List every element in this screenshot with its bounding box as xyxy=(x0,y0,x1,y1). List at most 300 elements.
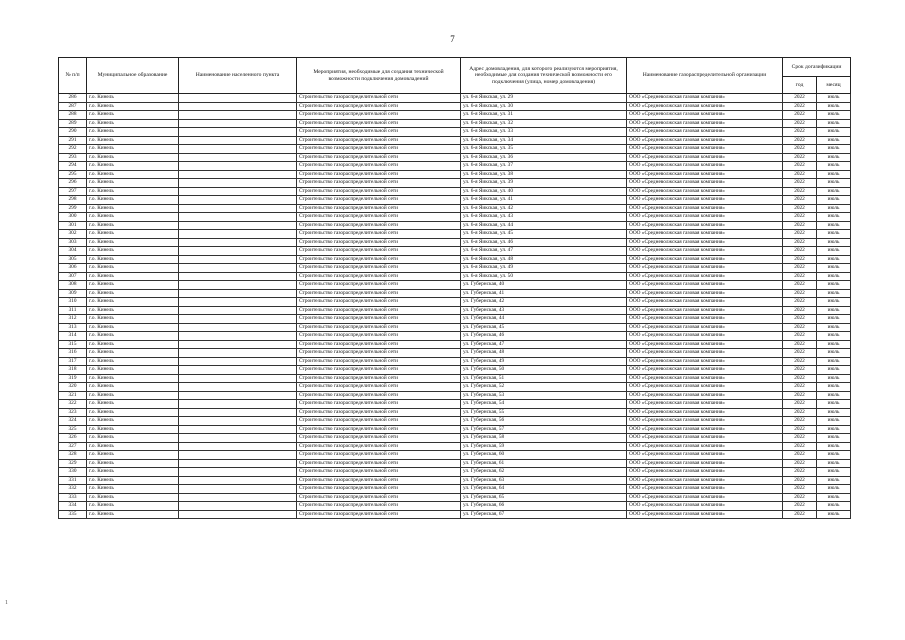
row-municipality: г.о. Кинель xyxy=(87,493,179,502)
row-year: 2022 xyxy=(783,357,817,366)
row-measure: Строительство газораспределительной сети xyxy=(297,179,461,188)
row-org: ООО «Средневолжская газовая компания» xyxy=(627,145,783,154)
row-measure: Строительство газораспределительной сети xyxy=(297,383,461,392)
row-address: ул. Губернская, 40 xyxy=(461,281,627,290)
row-municipality: г.о. Кинель xyxy=(87,272,179,281)
row-measure: Строительство газораспределительной сети xyxy=(297,417,461,426)
row-settlement xyxy=(179,247,297,256)
row-address: ул. Губернская, 60 xyxy=(461,451,627,460)
row-address: ул. Губернская, 59 xyxy=(461,442,627,451)
row-settlement xyxy=(179,102,297,111)
row-municipality: г.о. Кинель xyxy=(87,374,179,383)
col-header-term: Срок догазификации xyxy=(783,58,851,77)
row-measure: Строительство газораспределительной сети xyxy=(297,298,461,307)
row-address: ул. Губернская, 53 xyxy=(461,391,627,400)
row-year: 2022 xyxy=(783,332,817,341)
row-org: ООО «Средневолжская газовая компания» xyxy=(627,476,783,485)
row-org: ООО «Средневолжская газовая компания» xyxy=(627,119,783,128)
row-month: июль xyxy=(817,153,851,162)
row-org: ООО «Средневолжская газовая компания» xyxy=(627,102,783,111)
row-org: ООО «Средневолжская газовая компания» xyxy=(627,230,783,239)
row-municipality: г.о. Кинель xyxy=(87,298,179,307)
row-settlement xyxy=(179,408,297,417)
row-municipality: г.о. Кинель xyxy=(87,459,179,468)
row-month: июль xyxy=(817,374,851,383)
row-number: 315 xyxy=(59,340,87,349)
col-header-month: месяц xyxy=(817,77,851,94)
table-row xyxy=(59,400,851,409)
row-month: июль xyxy=(817,94,851,103)
row-month: июль xyxy=(817,247,851,256)
row-measure: Строительство газораспределительной сети xyxy=(297,485,461,494)
row-number: 316 xyxy=(59,349,87,358)
row-year: 2022 xyxy=(783,281,817,290)
row-municipality: г.о. Кинель xyxy=(87,468,179,477)
row-month: июль xyxy=(817,323,851,332)
row-year: 2022 xyxy=(783,391,817,400)
row-settlement xyxy=(179,213,297,222)
row-org: ООО «Средневолжская газовая компания» xyxy=(627,493,783,502)
row-org: ООО «Средневолжская газовая компания» xyxy=(627,153,783,162)
row-settlement xyxy=(179,391,297,400)
row-org: ООО «Средневолжская газовая компания» xyxy=(627,179,783,188)
table-row xyxy=(59,340,851,349)
row-settlement xyxy=(179,417,297,426)
row-number: 313 xyxy=(59,323,87,332)
row-settlement xyxy=(179,476,297,485)
table-row xyxy=(59,204,851,213)
row-month: июль xyxy=(817,272,851,281)
row-measure: Строительство газораспределительной сети xyxy=(297,459,461,468)
row-month: июль xyxy=(817,391,851,400)
row-address: ул. 6-я Яикская, ул. 33 xyxy=(461,128,627,137)
row-number: 319 xyxy=(59,374,87,383)
row-month: июль xyxy=(817,170,851,179)
row-municipality: г.о. Кинель xyxy=(87,332,179,341)
row-measure: Строительство газораспределительной сети xyxy=(297,204,461,213)
row-org: ООО «Средневолжская газовая компания» xyxy=(627,306,783,315)
row-measure: Строительство газораспределительной сети xyxy=(297,400,461,409)
row-year: 2022 xyxy=(783,119,817,128)
row-month: июль xyxy=(817,493,851,502)
row-org: ООО «Средневолжская газовая компания» xyxy=(627,128,783,137)
row-number: 292 xyxy=(59,145,87,154)
row-number: 304 xyxy=(59,247,87,256)
row-address: ул. Губернская, 56 xyxy=(461,417,627,426)
row-month: июль xyxy=(817,315,851,324)
row-year: 2022 xyxy=(783,111,817,120)
row-year: 2022 xyxy=(783,383,817,392)
row-org: ООО «Средневолжская газовая компания» xyxy=(627,502,783,511)
page-number: 7 xyxy=(450,34,455,44)
table-row xyxy=(59,94,851,103)
row-year: 2022 xyxy=(783,272,817,281)
table-row xyxy=(59,468,851,477)
row-municipality: г.о. Кинель xyxy=(87,502,179,511)
row-settlement xyxy=(179,306,297,315)
table-row xyxy=(59,187,851,196)
table-row xyxy=(59,459,851,468)
row-org: ООО «Средневолжская газовая компания» xyxy=(627,298,783,307)
row-settlement xyxy=(179,400,297,409)
row-number: 303 xyxy=(59,238,87,247)
row-month: июль xyxy=(817,485,851,494)
row-org: ООО «Средневолжская газовая компания» xyxy=(627,451,783,460)
row-municipality: г.о. Кинель xyxy=(87,204,179,213)
row-address: ул. 6-я Яикская, ул. 45 xyxy=(461,230,627,239)
row-address: ул. 6-я Яикская, ул. 47 xyxy=(461,247,627,256)
row-measure: Строительство газораспределительной сети xyxy=(297,451,461,460)
row-municipality: г.о. Кинель xyxy=(87,170,179,179)
row-number: 325 xyxy=(59,425,87,434)
row-year: 2022 xyxy=(783,400,817,409)
row-measure: Строительство газораспределительной сети xyxy=(297,408,461,417)
row-settlement xyxy=(179,289,297,298)
row-year: 2022 xyxy=(783,349,817,358)
row-number: 288 xyxy=(59,111,87,120)
row-org: ООО «Средневолжская газовая компания» xyxy=(627,459,783,468)
row-year: 2022 xyxy=(783,179,817,188)
row-municipality: г.о. Кинель xyxy=(87,408,179,417)
row-year: 2022 xyxy=(783,451,817,460)
row-number: 297 xyxy=(59,187,87,196)
table-row xyxy=(59,179,851,188)
row-measure: Строительство газораспределительной сети xyxy=(297,289,461,298)
row-municipality: г.о. Кинель xyxy=(87,400,179,409)
table-row xyxy=(59,170,851,179)
table-row xyxy=(59,153,851,162)
row-municipality: г.о. Кинель xyxy=(87,221,179,230)
row-number: 314 xyxy=(59,332,87,341)
row-settlement xyxy=(179,451,297,460)
row-year: 2022 xyxy=(783,374,817,383)
row-measure: Строительство газораспределительной сети xyxy=(297,128,461,137)
row-settlement xyxy=(179,315,297,324)
row-measure: Строительство газораспределительной сети xyxy=(297,502,461,511)
row-settlement xyxy=(179,383,297,392)
row-year: 2022 xyxy=(783,289,817,298)
row-year: 2022 xyxy=(783,247,817,256)
row-municipality: г.о. Кинель xyxy=(87,340,179,349)
row-number: 332 xyxy=(59,485,87,494)
row-year: 2022 xyxy=(783,94,817,103)
table-row xyxy=(59,119,851,128)
row-measure: Строительство газораспределительной сети xyxy=(297,264,461,273)
row-number: 302 xyxy=(59,230,87,239)
row-measure: Строительство газораспределительной сети xyxy=(297,434,461,443)
row-address: ул. Губернская, 62 xyxy=(461,468,627,477)
row-measure: Строительство газораспределительной сети xyxy=(297,510,461,519)
row-month: июль xyxy=(817,213,851,222)
row-org: ООО «Средневолжская газовая компания» xyxy=(627,510,783,519)
row-address: ул. Губернская, 67 xyxy=(461,510,627,519)
row-address: ул. Губернская, 58 xyxy=(461,434,627,443)
row-settlement xyxy=(179,272,297,281)
row-settlement xyxy=(179,357,297,366)
row-measure: Строительство газораспределительной сети xyxy=(297,94,461,103)
table-row xyxy=(59,145,851,154)
row-org: ООО «Средневолжская газовая компания» xyxy=(627,289,783,298)
row-org: ООО «Средневолжская газовая компания» xyxy=(627,374,783,383)
row-address: ул. 6-я Яикская, ул. 49 xyxy=(461,264,627,273)
row-address: ул. Губернская, 52 xyxy=(461,383,627,392)
row-number: 310 xyxy=(59,298,87,307)
table-row xyxy=(59,502,851,511)
table-row xyxy=(59,493,851,502)
row-address: ул. 6-я Яикская, ул. 32 xyxy=(461,119,627,128)
row-number: 298 xyxy=(59,196,87,205)
row-org: ООО «Средневолжская газовая компания» xyxy=(627,187,783,196)
row-year: 2022 xyxy=(783,136,817,145)
row-year: 2022 xyxy=(783,323,817,332)
row-settlement xyxy=(179,94,297,103)
row-settlement xyxy=(179,281,297,290)
table-row xyxy=(59,111,851,120)
row-municipality: г.о. Кинель xyxy=(87,255,179,264)
row-municipality: г.о. Кинель xyxy=(87,434,179,443)
col-header-settlement: Наименование населенного пункта xyxy=(179,58,297,94)
row-municipality: г.о. Кинель xyxy=(87,247,179,256)
row-month: июль xyxy=(817,425,851,434)
col-header-year: год xyxy=(783,77,817,94)
row-month: июль xyxy=(817,119,851,128)
row-measure: Строительство газораспределительной сети xyxy=(297,340,461,349)
row-year: 2022 xyxy=(783,238,817,247)
row-org: ООО «Средневолжская газовая компания» xyxy=(627,408,783,417)
table-row xyxy=(59,315,851,324)
row-org: ООО «Средневолжская газовая компания» xyxy=(627,349,783,358)
row-address: ул. 6-я Яикская, ул. 44 xyxy=(461,221,627,230)
row-year: 2022 xyxy=(783,170,817,179)
row-org: ООО «Средневолжская газовая компания» xyxy=(627,485,783,494)
row-org: ООО «Средневолжская газовая компания» xyxy=(627,221,783,230)
table-row xyxy=(59,485,851,494)
row-municipality: г.о. Кинель xyxy=(87,179,179,188)
row-address: ул. Губернская, 63 xyxy=(461,476,627,485)
row-address: ул. Губернская, 66 xyxy=(461,502,627,511)
row-municipality: г.о. Кинель xyxy=(87,213,179,222)
row-address: ул. Губернская, 55 xyxy=(461,408,627,417)
row-org: ООО «Средневолжская газовая компания» xyxy=(627,340,783,349)
row-settlement xyxy=(179,510,297,519)
table-row xyxy=(59,221,851,230)
row-municipality: г.о. Кинель xyxy=(87,102,179,111)
row-municipality: г.о. Кинель xyxy=(87,366,179,375)
table-row xyxy=(59,442,851,451)
row-number: 309 xyxy=(59,289,87,298)
row-month: июль xyxy=(817,502,851,511)
gasification-table xyxy=(58,57,851,519)
row-number: 290 xyxy=(59,128,87,137)
row-org: ООО «Средневолжская газовая компания» xyxy=(627,255,783,264)
row-org: ООО «Средневолжская газовая компания» xyxy=(627,417,783,426)
row-address: ул. 6-я Яикская, ул. 37 xyxy=(461,162,627,171)
row-year: 2022 xyxy=(783,221,817,230)
row-org: ООО «Средневолжская газовая компания» xyxy=(627,315,783,324)
table-row xyxy=(59,306,851,315)
row-month: июль xyxy=(817,332,851,341)
row-settlement xyxy=(179,468,297,477)
row-municipality: г.о. Кинель xyxy=(87,162,179,171)
row-month: июль xyxy=(817,221,851,230)
row-measure: Строительство газораспределительной сети xyxy=(297,272,461,281)
row-year: 2022 xyxy=(783,485,817,494)
row-year: 2022 xyxy=(783,298,817,307)
row-municipality: г.о. Кинель xyxy=(87,323,179,332)
row-settlement xyxy=(179,459,297,468)
row-year: 2022 xyxy=(783,442,817,451)
row-municipality: г.о. Кинель xyxy=(87,383,179,392)
row-address: ул. 6-я Яикская, ул. 50 xyxy=(461,272,627,281)
row-address: ул. Губернская, 61 xyxy=(461,459,627,468)
table-row xyxy=(59,357,851,366)
row-settlement xyxy=(179,485,297,494)
row-address: ул. Губернская, 45 xyxy=(461,323,627,332)
row-org: ООО «Средневолжская газовая компания» xyxy=(627,264,783,273)
table-row xyxy=(59,213,851,222)
header-row xyxy=(59,58,851,77)
row-month: июль xyxy=(817,289,851,298)
row-year: 2022 xyxy=(783,204,817,213)
row-year: 2022 xyxy=(783,264,817,273)
row-address: ул. Губернская, 65 xyxy=(461,493,627,502)
row-address: ул. 6-я Яикская, ул. 46 xyxy=(461,238,627,247)
row-number: 312 xyxy=(59,315,87,324)
row-measure: Строительство газораспределительной сети xyxy=(297,119,461,128)
row-month: июль xyxy=(817,196,851,205)
row-number: 307 xyxy=(59,272,87,281)
table-row xyxy=(59,425,851,434)
row-year: 2022 xyxy=(783,476,817,485)
table-row xyxy=(59,391,851,400)
row-number: 322 xyxy=(59,400,87,409)
row-month: июль xyxy=(817,383,851,392)
col-header-num: № п/п xyxy=(59,58,87,94)
row-measure: Строительство газораспределительной сети xyxy=(297,247,461,256)
row-municipality: г.о. Кинель xyxy=(87,281,179,290)
row-settlement xyxy=(179,442,297,451)
row-settlement xyxy=(179,136,297,145)
row-address: ул. Губернская, 47 xyxy=(461,340,627,349)
table-row xyxy=(59,162,851,171)
row-number: 326 xyxy=(59,434,87,443)
row-municipality: г.о. Кинель xyxy=(87,94,179,103)
row-number: 287 xyxy=(59,102,87,111)
row-settlement xyxy=(179,128,297,137)
row-settlement xyxy=(179,230,297,239)
row-address: ул. Губернская, 43 xyxy=(461,306,627,315)
row-address: ул. 6-я Яикская, ул. 31 xyxy=(461,111,627,120)
row-municipality: г.о. Кинель xyxy=(87,136,179,145)
row-municipality: г.о. Кинель xyxy=(87,145,179,154)
row-number: 311 xyxy=(59,306,87,315)
row-settlement xyxy=(179,298,297,307)
table-body xyxy=(59,94,851,519)
row-number: 306 xyxy=(59,264,87,273)
row-number: 324 xyxy=(59,417,87,426)
row-measure: Строительство газораспределительной сети xyxy=(297,357,461,366)
row-measure: Строительство газораспределительной сети xyxy=(297,281,461,290)
row-settlement xyxy=(179,119,297,128)
table-row xyxy=(59,247,851,256)
row-address: ул. Губернская, 44 xyxy=(461,315,627,324)
row-number: 318 xyxy=(59,366,87,375)
row-measure: Строительство газораспределительной сети xyxy=(297,221,461,230)
row-settlement xyxy=(179,323,297,332)
row-address: ул. Губернская, 48 xyxy=(461,349,627,358)
row-month: июль xyxy=(817,298,851,307)
row-number: 321 xyxy=(59,391,87,400)
table-row xyxy=(59,408,851,417)
table-row xyxy=(59,451,851,460)
row-year: 2022 xyxy=(783,459,817,468)
row-org: ООО «Средневолжская газовая компания» xyxy=(627,94,783,103)
row-measure: Строительство газораспределительной сети xyxy=(297,476,461,485)
row-settlement xyxy=(179,196,297,205)
row-settlement xyxy=(179,145,297,154)
row-year: 2022 xyxy=(783,502,817,511)
row-measure: Строительство газораспределительной сети xyxy=(297,391,461,400)
row-settlement xyxy=(179,162,297,171)
row-municipality: г.о. Кинель xyxy=(87,196,179,205)
row-settlement xyxy=(179,153,297,162)
row-month: июль xyxy=(817,434,851,443)
row-measure: Строительство газораспределительной сети xyxy=(297,187,461,196)
row-settlement xyxy=(179,221,297,230)
row-org: ООО «Средневолжская газовая компания» xyxy=(627,442,783,451)
table-row xyxy=(59,102,851,111)
row-municipality: г.о. Кинель xyxy=(87,264,179,273)
row-measure: Строительство газораспределительной сети xyxy=(297,213,461,222)
row-year: 2022 xyxy=(783,306,817,315)
row-address: ул. 6-я Яикская, ул. 41 xyxy=(461,196,627,205)
row-org: ООО «Средневолжская газовая компания» xyxy=(627,383,783,392)
row-municipality: г.о. Кинель xyxy=(87,357,179,366)
row-municipality: г.о. Кинель xyxy=(87,153,179,162)
row-org: ООО «Средневолжская газовая компания» xyxy=(627,281,783,290)
row-month: июль xyxy=(817,349,851,358)
table-row xyxy=(59,332,851,341)
row-municipality: г.о. Кинель xyxy=(87,349,179,358)
row-org: ООО «Средневолжская газовая компания» xyxy=(627,323,783,332)
row-number: 293 xyxy=(59,153,87,162)
row-month: июль xyxy=(817,510,851,519)
row-number: 295 xyxy=(59,170,87,179)
table-row xyxy=(59,323,851,332)
row-measure: Строительство газораспределительной сети xyxy=(297,238,461,247)
row-settlement xyxy=(179,332,297,341)
row-month: июль xyxy=(817,162,851,171)
row-settlement xyxy=(179,340,297,349)
row-year: 2022 xyxy=(783,187,817,196)
row-address: ул. Губернская, 64 xyxy=(461,485,627,494)
table-row xyxy=(59,434,851,443)
row-municipality: г.о. Кинель xyxy=(87,425,179,434)
row-number: 300 xyxy=(59,213,87,222)
row-address: ул. 6-я Яикская, ул. 48 xyxy=(461,255,627,264)
row-org: ООО «Средневолжская газовая компания» xyxy=(627,111,783,120)
row-number: 334 xyxy=(59,502,87,511)
row-month: июль xyxy=(817,230,851,239)
row-settlement xyxy=(179,374,297,383)
row-month: июль xyxy=(817,264,851,273)
row-org: ООО «Средневолжская газовая компания» xyxy=(627,272,783,281)
row-measure: Строительство газораспределительной сети xyxy=(297,366,461,375)
row-year: 2022 xyxy=(783,340,817,349)
row-measure: Строительство газораспределительной сети xyxy=(297,493,461,502)
row-org: ООО «Средневолжская газовая компания» xyxy=(627,170,783,179)
row-month: июль xyxy=(817,102,851,111)
